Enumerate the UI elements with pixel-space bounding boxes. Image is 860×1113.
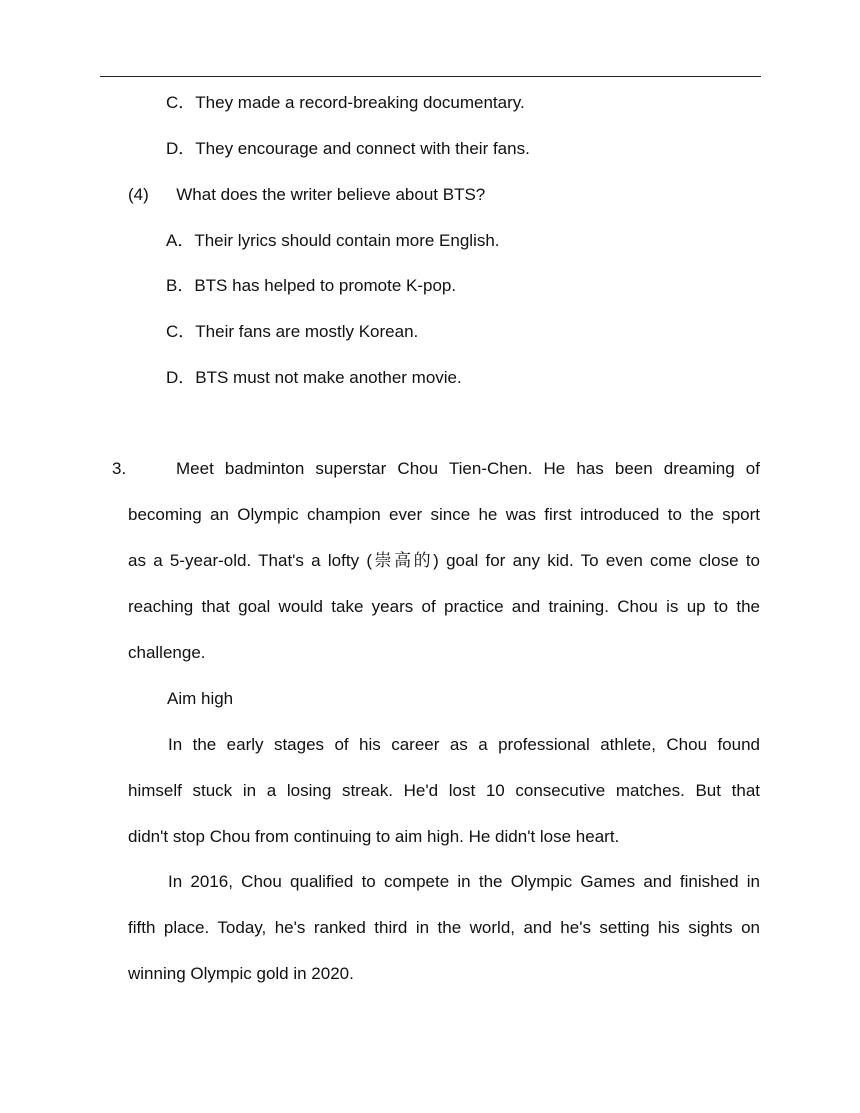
paragraph-line: In 2016, Chou qualified to compete in the Olympic Games and finished in [168, 872, 760, 891]
paragraph-line: as a 5-year-old. That's a lofty (崇高的) goal for any kid. To even come close to [128, 551, 760, 571]
option-b: B．BTS has helped to promote K-pop. [166, 276, 457, 295]
section-heading: Aim high [167, 689, 234, 708]
option-d: D．They encourage and connect with their fans. [166, 139, 530, 158]
chinese-gloss: 崇高的 [372, 551, 434, 571]
paragraph-line: becoming an Olympic champion ever since he was first introduced to the sport [128, 505, 760, 524]
paragraph-line: reaching that goal would take years of practice and training. Chou is up to the [128, 597, 760, 616]
passage-paragraph-2 [128, 734, 760, 872]
option-a: A．Their lyrics should contain more English. [166, 231, 500, 250]
passage-paragraph-3 [128, 871, 760, 1009]
question-number: (4) [128, 185, 149, 204]
paragraph-line: didn't stop Chou from continuing to aim high. He didn't lose heart. [128, 827, 620, 846]
question-4 [128, 184, 485, 206]
option-d: D．BTS must not make another movie. [166, 368, 462, 387]
paragraph-line: himself stuck in a losing streak. He'd lost 10 consecutive matches. But that [128, 781, 760, 800]
paragraph-line: fifth place. Today, he's ranked third in the world, and he's setting his sights on [128, 918, 760, 937]
header-rule [100, 76, 761, 77]
paragraph-line: challenge. [128, 643, 206, 662]
passage-number: 3. [112, 459, 127, 478]
passage-paragraph-1 [128, 458, 760, 688]
paragraph-line: In the early stages of his career as a professional athlete, Chou found [168, 735, 760, 754]
paragraph-line: winning Olympic gold in 2020. [128, 964, 354, 983]
option-c: C．They made a record-breaking documentary. [166, 93, 525, 112]
paragraph-line: Meet badminton superstar Chou Tien-Chen. He has been dreaming of [176, 459, 760, 478]
option-c: C．Their fans are mostly Korean. [166, 322, 419, 341]
question-text: What does the writer believe about BTS? [176, 185, 486, 204]
